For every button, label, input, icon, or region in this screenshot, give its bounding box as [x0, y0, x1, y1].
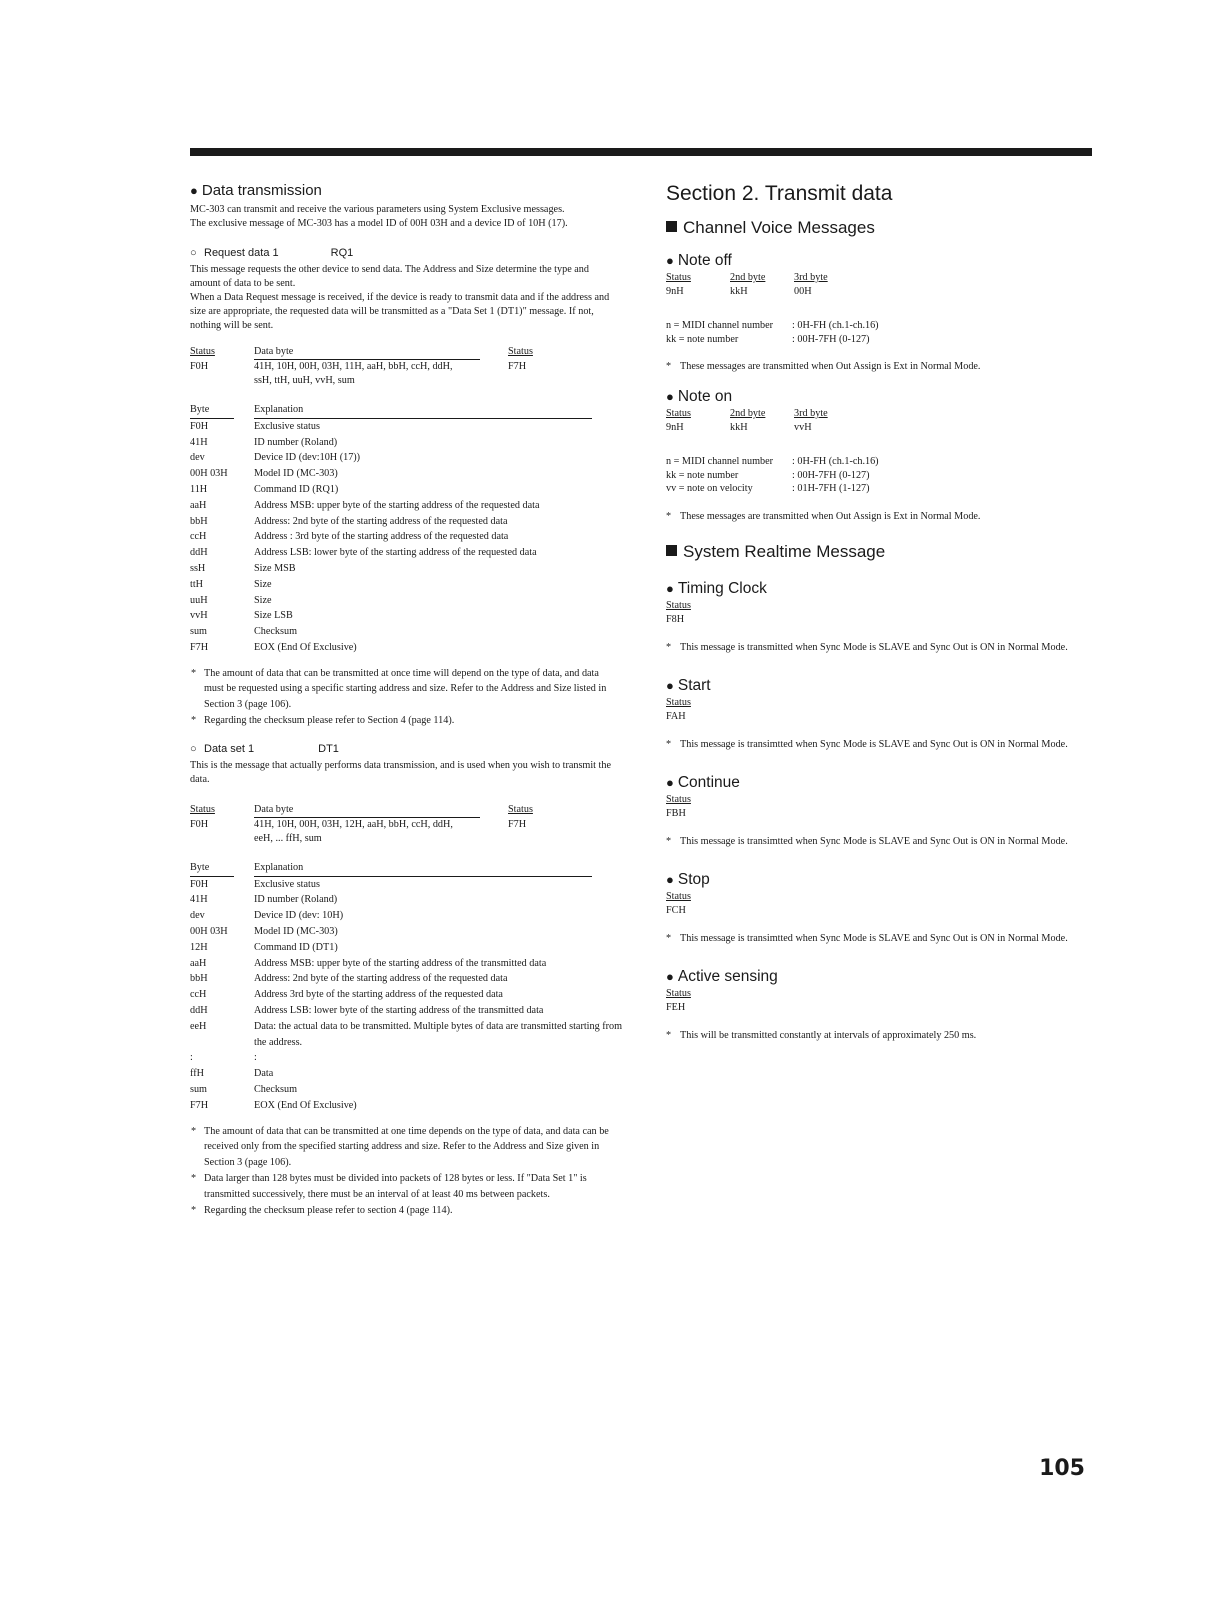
- explanation-cell: Address MSB: upper byte of the starting address of the transmitted data: [254, 957, 547, 969]
- status-value: FCH: [666, 904, 686, 916]
- bullet-icon: ●: [666, 871, 674, 887]
- definition-value: : 01H-7FH (1-127): [792, 483, 870, 494]
- byte-cell: ddH: [190, 1004, 208, 1016]
- left-column: [190, 182, 623, 1220]
- byte-cell: 00H 03H: [190, 468, 228, 480]
- message-title: Timing Clock: [677, 579, 767, 597]
- status-label: Status: [666, 890, 691, 902]
- definition-term: kk = note number: [666, 333, 739, 345]
- definition-term: n = MIDI channel number: [666, 456, 774, 467]
- circle-icon: ○: [190, 247, 197, 259]
- explanation-cell: Device ID (dev:10H (17)): [254, 452, 361, 464]
- note-on-note: * These messages are transmitted when Out Assign is Ext in Normal Mode.: [666, 510, 1092, 524]
- message-title: Continue: [677, 773, 740, 791]
- byte-cell: 41H: [190, 894, 208, 906]
- note-off-note: * These messages are transmitted when Out Assign is Ext in Normal Mode.: [666, 360, 1092, 374]
- definition-term: vv = note on velocity: [666, 483, 753, 494]
- explanation-cell: Data: [254, 1068, 274, 1080]
- byte-cell: F7H: [190, 641, 209, 653]
- intro-paragraph-2: The exclusive message of MC-303 has a model ID of 00H 03H and a device ID of 10H (17).: [190, 218, 568, 229]
- message-title: Active sensing: [677, 967, 778, 985]
- explanation-cell: EOX (End Of Exclusive): [254, 1099, 357, 1111]
- explanation-cell: Exclusive status: [254, 420, 320, 432]
- bullet-icon: ●: [666, 774, 674, 790]
- byte-cell: F7H: [190, 1099, 209, 1111]
- explanation-cell: Address: 2nd byte of the starting address of the requested data: [254, 515, 508, 527]
- byte-cell: sum: [190, 1083, 207, 1095]
- status-label: Status: [666, 599, 691, 611]
- byte-cell: aaH: [190, 499, 207, 511]
- message-title: Stop: [677, 870, 710, 888]
- status-block: [666, 696, 1092, 724]
- note-off-table: Status 2nd byte 3rd byte 9nH kkH 00H: [666, 272, 828, 297]
- dt1-heading: ○ Data set 1 DT1: [190, 742, 339, 755]
- byte-cell: ccH: [190, 989, 207, 1001]
- data-transmission-heading: ● Data transmission: [190, 182, 322, 199]
- definition-value: : 00H-7FH (0-127): [792, 469, 870, 481]
- byte-cell: sum: [190, 626, 207, 638]
- rq1-byte-table: Byte Explanation F0H Exclusive status 41H ID number (Roland) dev Device ID (dev:10H (17)) 00H 03H Model ID (MC-303) 11H Command ID (RQ1) aaH Address MSB: upper byte of the starting address of the requested data bbH Address: 2nd byte of the starting address of the requested data ccH Address : 3rd byte of the starting address of the requested data ddH Address LSB: lower byte of the starting address of the requested data ssH Size MSB ttH Size uuH Size vvH Size LSB sum Checksum F7H EOX (End Of Exclusive): [190, 402, 618, 656]
- circle-icon: ○: [190, 742, 197, 755]
- note-off-definitions: [666, 319, 1092, 346]
- explanation-cell: Size: [254, 578, 272, 590]
- system-realtime-list: [666, 580, 1092, 1043]
- status-block: [666, 890, 1092, 918]
- explanation-cell: Checksum: [254, 626, 298, 638]
- dt1-byte-table: Byte Explanation F0H Exclusive status 41H ID number (Roland) dev Device ID (dev: 10H) 00H 03H Model ID (MC-303) 12H Command ID (DT1) aaH Address MSB: upper byte of the starting address of the transmitted data bbH Address: 2nd byte of the starting address of the requested data ccH Address 3rd byte of the starting address of the requested data ddH Address LSB: lower byte of the starting address of the transmitted data eeH Data: the actual data to be transmitted. Multiple bytes of data are transmitted starting from the address. : : ffH Data sum Checksum F7H EOX (End Of Exclusive): [190, 860, 618, 1114]
- message-heading: [666, 871, 1092, 889]
- byte-cell: F0H: [190, 878, 209, 890]
- message-note: * This will be transmitted constantly at intervals of approximately 250 ms.: [666, 1029, 1092, 1043]
- explanation-cell: :: [254, 1052, 257, 1064]
- status-block: [666, 793, 1092, 821]
- explanation-cell: Command ID (DT1): [254, 941, 338, 953]
- explanation-cell: Address : 3rd byte of the starting address of the requested data: [254, 531, 509, 543]
- square-icon: [666, 545, 677, 556]
- byte-cell: 00H 03H: [190, 925, 228, 937]
- bullet-icon: ●: [666, 968, 674, 984]
- byte-cell: dev: [190, 910, 205, 922]
- status-label: Status: [666, 793, 691, 805]
- footnote: * The amount of data that can be transmitted at one time depends on the type of data, and data can be received only from the specified starting address and size. Refer to the Address and Size given in Section 3 (page 106).: [204, 1124, 618, 1171]
- dt1-format-table: Status Data byte Status F0H 41H, 10H, 00H, 03H, 12H, aaH, bbH, ccH, ddH, F7H eeH, ... ffH, sum: [190, 803, 533, 844]
- message-note: * This message is transimtted when Sync Mode is SLAVE and Sync Out is ON in Normal Mode.: [666, 932, 1092, 946]
- status-value: FBH: [666, 807, 686, 819]
- byte-cell: ccH: [190, 531, 207, 543]
- explanation-cell: Model ID (MC-303): [254, 468, 338, 480]
- rq1-notes: [190, 666, 618, 729]
- definition-term: kk = note number: [666, 469, 739, 481]
- rq1-paragraph: This message requests the other device to send data. The Address and Size determine the type and amount of data to be sent.: [190, 264, 589, 289]
- byte-cell: eeH: [190, 1020, 207, 1032]
- page-number: 105: [1039, 1456, 1085, 1481]
- rq1-format-table: Status Data byte Status F0H 41H, 10H, 00H, 03H, 11H, aaH, bbH, ccH, ddH, F7H ssH, ttH, uuH, vvH, sum: [190, 346, 533, 386]
- status-value: F8H: [666, 613, 685, 625]
- rq1-paragraph-2: When a Data Request message is received, if the device is ready to transmit data and if the address and size are appropriate, the requested data will be transmitted as a "Data Set 1 (DT1)" message. If not, nothing will be sent.: [190, 292, 610, 331]
- byte-cell: vvH: [190, 610, 208, 622]
- status-value: FAH: [666, 710, 686, 722]
- note-on-heading: ● Note on: [666, 388, 733, 405]
- byte-cell: ssH: [190, 562, 206, 574]
- explanation-cell: Command ID (RQ1): [254, 483, 339, 495]
- message-heading: [666, 774, 1092, 792]
- explanation-cell: Data: the actual data to be transmitted. Multiple bytes of data are transmitted starting from the address.: [254, 1020, 623, 1048]
- definition-term: n = MIDI channel number: [666, 320, 774, 331]
- explanation-cell: Address LSB: lower byte of the starting address of the requested data: [254, 547, 537, 559]
- explanation-cell: Size: [254, 594, 272, 606]
- section-title: Section 2. Transmit data: [666, 182, 893, 205]
- bullet-icon: ●: [666, 677, 674, 693]
- intro-paragraph: MC-303 can transmit and receive the various parameters using System Exclusive messages.: [190, 204, 565, 215]
- byte-cell: :: [190, 1052, 193, 1064]
- status-label: Status: [666, 696, 691, 708]
- square-icon: [666, 221, 677, 232]
- footnote: * Data larger than 128 bytes must be divided into packets of 128 bytes or less. If "Data Set 1" is transmitted successively, there must be an interval of at least 40 ms between packets.: [204, 1171, 618, 1202]
- status-value: FEH: [666, 1001, 686, 1013]
- status-block: [666, 599, 1092, 627]
- explanation-cell: Device ID (dev: 10H): [254, 910, 344, 922]
- byte-cell: 12H: [190, 941, 208, 953]
- system-realtime-heading: System Realtime Message: [666, 542, 1092, 562]
- explanation-cell: Size LSB: [254, 610, 293, 622]
- message-note: * This message is transimtted when Sync Mode is SLAVE and Sync Out is ON in Normal Mode.: [666, 738, 1092, 752]
- message-note: * This message is transmitted when Sync Mode is SLAVE and Sync Out is ON in Normal Mode.: [666, 641, 1092, 655]
- byte-cell: ffH: [190, 1068, 204, 1080]
- byte-cell: aaH: [190, 957, 207, 969]
- message-title: Start: [677, 676, 711, 694]
- note-on-definitions: [666, 455, 1092, 496]
- definition-value: : 0H-FH (ch.1-ch.16): [792, 456, 879, 467]
- explanation-cell: Address LSB: lower byte of the starting address of the transmitted data: [254, 1004, 544, 1016]
- byte-cell: bbH: [190, 973, 208, 985]
- byte-cell: dev: [190, 452, 205, 464]
- definition-value: : 0H-FH (ch.1-ch.16): [792, 320, 879, 331]
- message-heading: [666, 677, 1092, 695]
- footnote: * Regarding the checksum please refer to section 4 (page 114).: [204, 1203, 618, 1219]
- explanation-cell: Size MSB: [254, 562, 296, 574]
- explanation-cell: EOX (End Of Exclusive): [254, 641, 357, 653]
- channel-voice-heading: Channel Voice Messages: [666, 218, 1092, 238]
- explanation-cell: Exclusive status: [254, 878, 320, 890]
- definition-value: : 00H-7FH (0-127): [792, 333, 870, 345]
- note-on-table: Status 2nd byte 3rd byte 9nH kkH vvH: [666, 408, 828, 433]
- byte-cell: ddH: [190, 547, 208, 559]
- explanation-cell: Checksum: [254, 1083, 298, 1095]
- rq1-heading: ○ Request data 1 RQ1: [190, 247, 354, 259]
- bullet-icon: ●: [666, 580, 674, 596]
- byte-cell: ttH: [190, 578, 204, 590]
- byte-cell: 11H: [190, 483, 208, 495]
- explanation-cell: Address 3rd byte of the starting address of the requested data: [254, 989, 503, 1001]
- footnote: * The amount of data that can be transmitted at once time will depend on the type of data, and data must be requested using a specific starting address and size. Refer to the Address and Size listed in Section 3 (page 106).: [204, 666, 618, 713]
- message-note: * This message is transimtted when Sync Mode is SLAVE and Sync Out is ON in Normal Mode.: [666, 835, 1092, 849]
- byte-cell: bbH: [190, 515, 208, 527]
- dt1-notes: [190, 1124, 618, 1219]
- byte-cell: 41H: [190, 436, 208, 448]
- status-block: [666, 987, 1092, 1015]
- top-rule: [190, 148, 1092, 156]
- footnote: * Regarding the checksum please refer to Section 4 (page 114).: [204, 713, 618, 729]
- note-off-heading: ● Note off: [666, 252, 732, 269]
- explanation-cell: ID number (Roland): [254, 894, 338, 906]
- message-heading: [666, 968, 1092, 986]
- right-column: [666, 182, 1092, 1043]
- status-label: Status: [666, 987, 691, 999]
- explanation-cell: Model ID (MC-303): [254, 925, 338, 937]
- dt1-paragraph: This is the message that actually performs data transmission, and is used when you wish to transmit the data.: [190, 759, 612, 785]
- byte-cell: uuH: [190, 594, 208, 606]
- message-heading: [666, 580, 1092, 598]
- explanation-cell: Address MSB: upper byte of the starting address of the requested data: [254, 499, 540, 511]
- explanation-cell: ID number (Roland): [254, 436, 338, 448]
- byte-cell: F0H: [190, 420, 209, 432]
- explanation-cell: Address: 2nd byte of the starting address of the requested data: [254, 973, 508, 985]
